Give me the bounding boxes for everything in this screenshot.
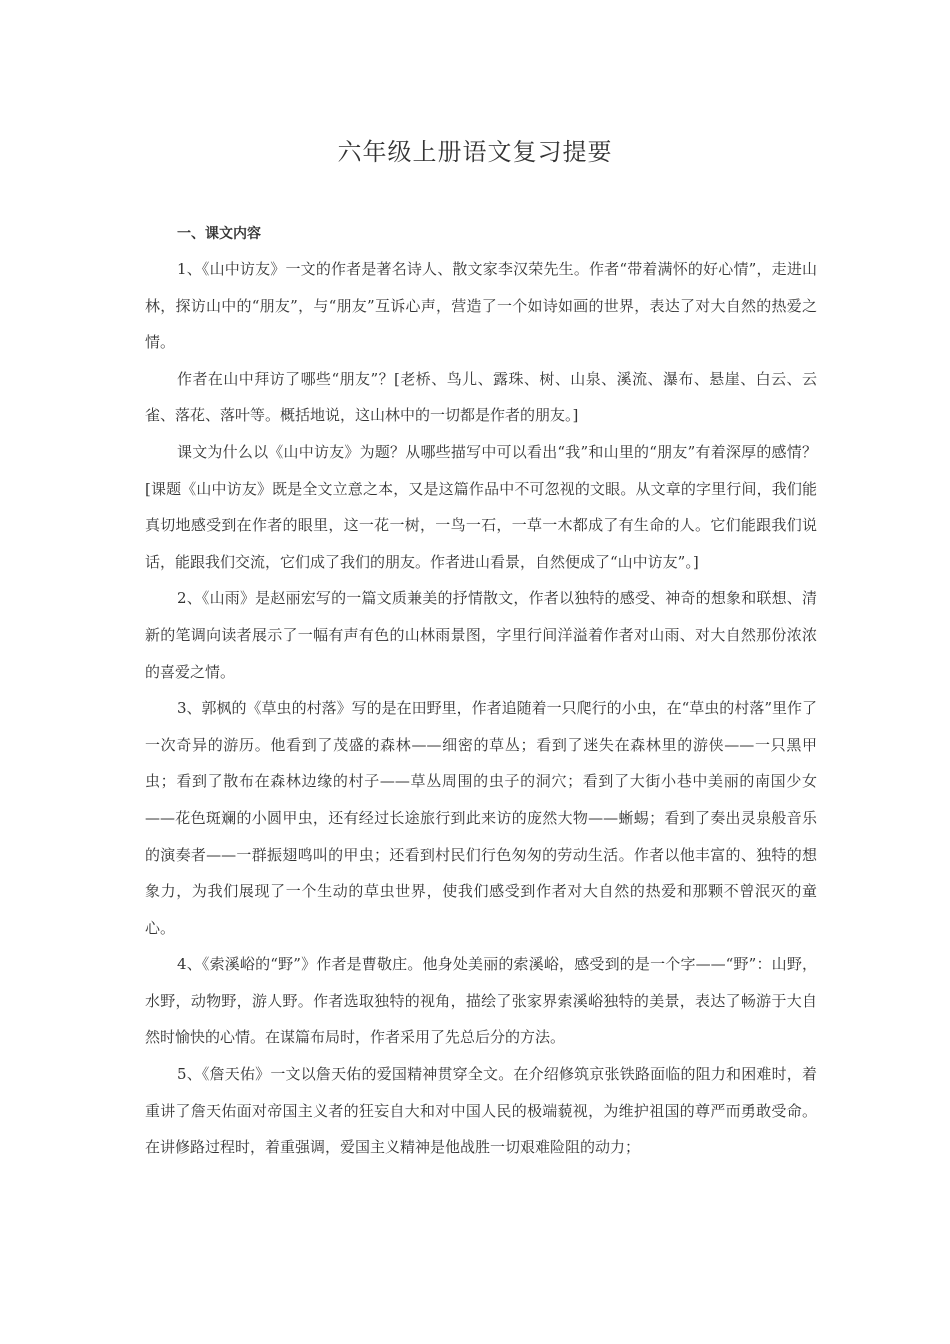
section-heading: 一、课文内容 — [177, 226, 261, 242]
document-body — [145, 220, 817, 1166]
paragraph-friends-question: 作者在山中拜访了哪些“朋友”？[老桥、鸟儿、露珠、树、山泉、溪流、瀑布、悬崖、白云、云雀、落花、落叶等。概括地说，这山林中的一切都是作者的朋友。] — [145, 369, 817, 425]
document-title: 六年级上册语文复习提要 — [337, 138, 613, 166]
paragraph-shanzhongfangyou: 1、《山中访友》一文的作者是著名诗人、散文家李汉荣先生。作者“带着满怀的好心情”，走进山林，探访山中的“朋友”，与“朋友”互诉心声，营造了一个如诗如画的世界，表达了对大自然的热爱之情。 — [145, 260, 817, 352]
paragraph-title-question: 课文为什么以《山中访友》为题？从哪些描写中可以看出“我”和山里的“朋友”有着深厚的感情？[课题《山中访友》既是全文立意之本，又是这篇作品中不可忽视的文眼。从文章的字里行间，我们能真切地感受到在作者的眼里，这一花一树，一鸟一石，一草一木都成了有生命的人。它们能跟我们说话，能跟我们交流，它们成了我们的朋友。作者进山看景，自然便成了“山中访友”。] — [145, 442, 817, 571]
paragraph-suoxiyu: 4、《索溪峪的“野”》作者是曹敬庄。他身处美丽的索溪峪，感受到的是一个字——“野”：山野，水野，动物野，游人野。作者选取独特的视角，描绘了张家界索溪峪独特的美景，表达了畅游于大自然时愉快的心情。在谋篇布局时，作者采用了先总后分的方法。 — [145, 955, 817, 1047]
paragraph-shanyu: 2、《山雨》是赵丽宏写的一篇文质兼美的抒情散文，作者以独特的感受、神奇的想象和联想、清新的笔调向读者展示了一幅有声有色的山林雨景图，字里行间洋溢着作者对山雨、对大自然那份浓浓的喜爱之情。 — [145, 589, 817, 681]
paragraph-caochong: 3、郭枫的《草虫的村落》写的是在田野里，作者追随着一只爬行的小虫，在“草虫的村落”里作了一次奇异的游历。他看到了茂盛的森林——细密的草丛；看到了迷失在森林里的游侠——一只黑甲虫；看到了散布在森林边缘的村子——草丛周围的虫子的洞穴；看到了大街小巷中美丽的南国少女——花色斑斓的小圆甲虫，还有经过长途旅行到此来访的庞然大物——蜥蜴；看到了奏出灵泉般音乐的演奏者——一群振翅鸣叫的甲虫；还看到村民们行色匆匆的劳动生活。作者以他丰富的、独特的想象力，为我们展现了一个生动的草虫世界，使我们感受到作者对大自然的热爱和那颗不曾泯灭的童心。 — [145, 699, 817, 937]
paragraph-zhantianyou: 5、《詹天佑》一文以詹天佑的爱国精神贯穿全文。在介绍修筑京张铁路面临的阻力和困难时，着重讲了詹天佑面对帝国主义者的狂妄自大和对中国人民的极端藐视，为维护祖国的尊严而勇敢受命。在讲修路过程时，着重强调，爱国主义精神是他战胜一切艰难险阻的动力； — [145, 1065, 817, 1157]
